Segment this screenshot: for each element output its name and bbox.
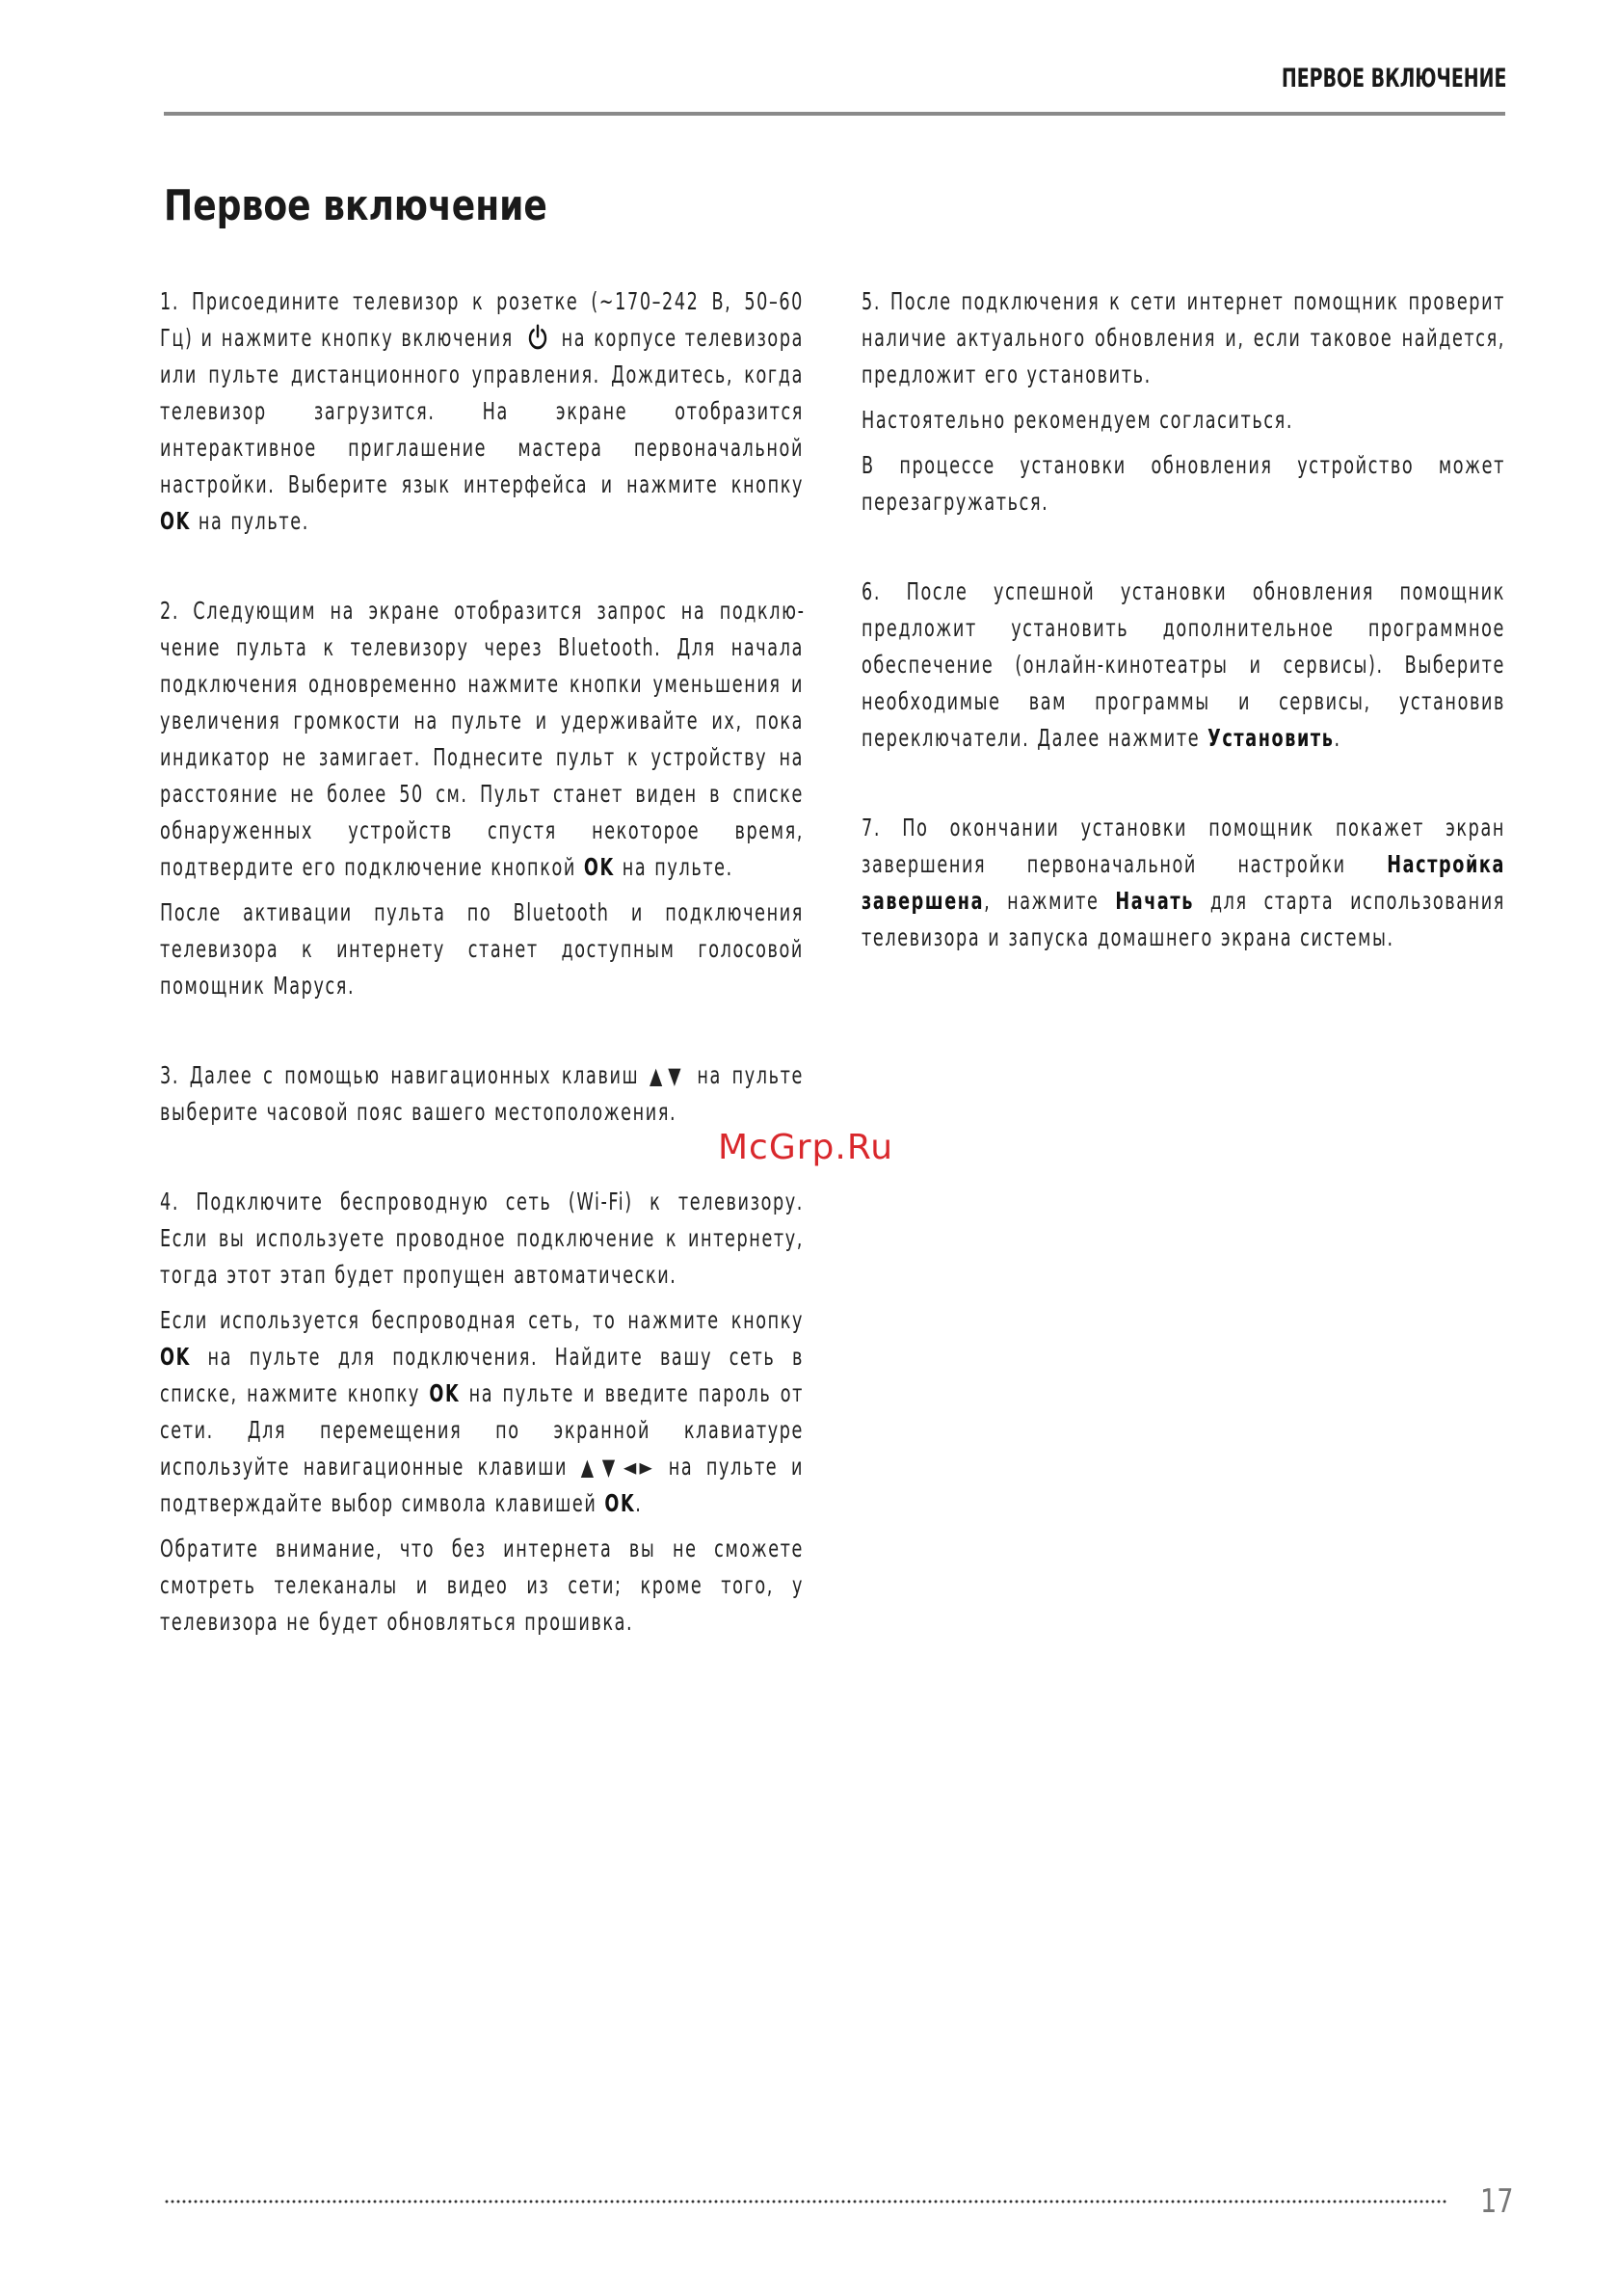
step-4-wifi: Если используется беспроводная сеть, то нажмите кнопку OK на пульте для подключения. Найдите вашу сеть в списке, нажмите кнопку OK на пульте и введите пароль от сети. Для перемещения по экранной клавиатуре используйте навигационные клавиши ▲▼◄► на пульте и подтверждайте выбор символа клавишей OK. xyxy=(160,1306,804,1517)
right-column xyxy=(862,283,1505,965)
step-5-recommend: Настоятельно рекомендуем согласиться. xyxy=(862,406,1294,434)
step-2: 2. Следующим на экране отобразится запрос на подключение пульта к телевизору через Bluetooth. Для начала подключения одновременно нажмите кнопки уменьшения и увеличения громкости на пульте и удерживайте их, пока индикатор не замигает. Поднесите пульт к устройству на расстояние не более 50 см. Пульт станет виден в списке обнаруженных устройств спустя некоторое время, подтвердите его подключение кнопкой OK на пульте. xyxy=(160,597,804,881)
step-3: 3. Далее с помощью навигационных клавиш ▲▼ на пульте выберите часовой пояс вашего местоположения. xyxy=(160,1061,804,1126)
watermark: McGrp.Ru xyxy=(718,1128,894,1167)
step-4: 4. Подключите беспроводную сеть (Wi-Fi) к телевизору. Если вы используете проводное подключение к интернету, тогда этот этап будет пропущен автоматически. xyxy=(160,1188,804,1289)
nav-up-down-keys-icon: ▲▼ xyxy=(650,1062,687,1089)
header-rule xyxy=(164,112,1505,116)
left-column xyxy=(160,283,804,1649)
page-number: 17 xyxy=(1480,2182,1514,2221)
step-2-note: После активации пульта по Bluetooth и подключения телевизора к интернету станет доступным голосовой помощник Маруся. xyxy=(160,898,804,1000)
power-icon xyxy=(526,323,549,352)
step-7: 7. По окончании установки помощник покажет экран завершения первоначальной настройки Настройка завершена, нажмите Начать для старта использования телевизора и запуска домашнего экрана системы. xyxy=(862,814,1506,951)
page-title: Первое включение xyxy=(164,181,547,230)
step-5: 5. После подключения к сети интернет помощник проверит наличие актуального обновления и, если таковое найдется, предложит его установить. xyxy=(862,287,1505,388)
running-header: ПЕРВОЕ ВКЛЮЧЕНИЕ xyxy=(1281,64,1506,93)
footer-dotted-rule xyxy=(164,2200,1447,2203)
nav-arrow-keys-icon: ▲▼◄► xyxy=(580,1454,655,1481)
step-5-note: В процессе установки обновления устройство может перезагружаться. xyxy=(862,451,1505,516)
step-4-note: Обратите внимание, что без интернета вы не сможете смотреть телеканалы и видео из сети; кроме того, у телевизора не будет обновляться прошивка. xyxy=(160,1535,804,1636)
step-1: 1. Присоедините телевизор к розетке (~170–242 В, 50–60 Гц) и нажмите кнопку включения на корпусе телевизора или пульте дистанционного управления. Дождитесь, когда телевизор загрузится. На экране отобразится интерактивное приглашение мастера первоначальной настройки. Выберите язык интерфейса и нажмите кнопку OK на пульте. xyxy=(160,287,805,535)
step-6: 6. После успешной установки обновления помощник предложит установить дополнительное программное обеспечение (онлайн-кинотеатры и сервисы). Выберите необходимые вам программы и сервисы, установив переключатели. Далее нажмите Установить. xyxy=(862,577,1505,752)
